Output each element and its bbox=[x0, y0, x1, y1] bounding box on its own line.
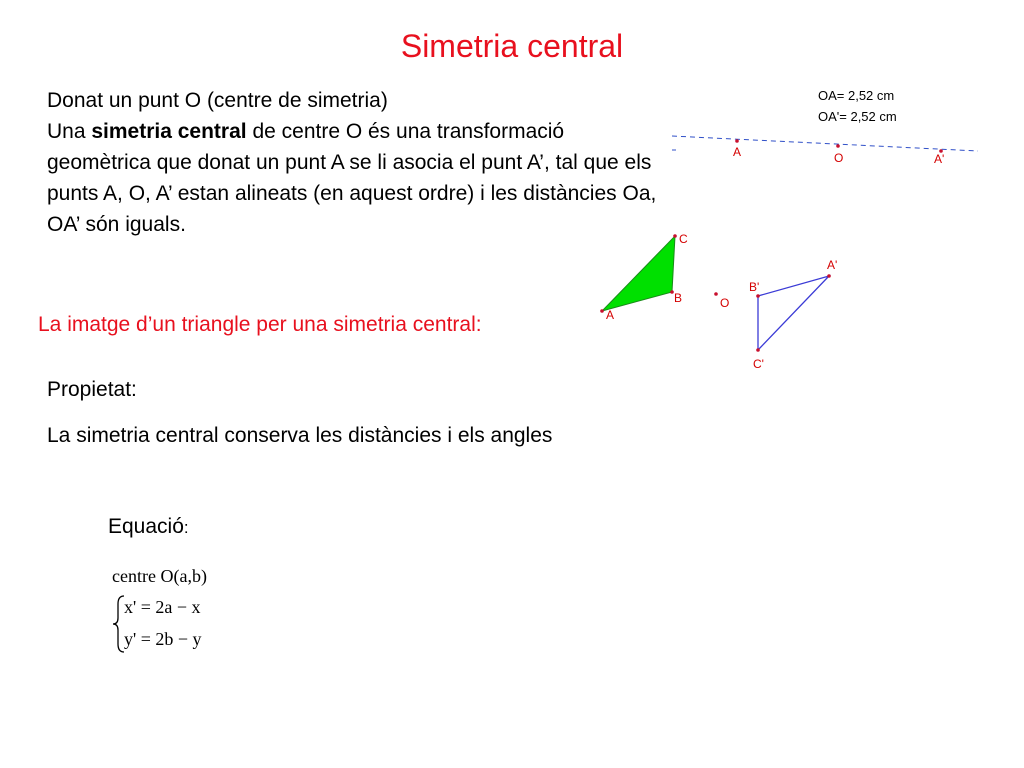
equation-label-text: Equació bbox=[108, 515, 184, 538]
original-triangle bbox=[602, 236, 675, 311]
equation-label-colon: : bbox=[183, 518, 189, 537]
definition-term: simetria central bbox=[91, 120, 247, 143]
definition-text-rest: de centre O és una transformació geomètrica que donat un punt A se li asocia el punt A’, tal que els punts A, O, A’ estan alineats (en aquest ordre) i les distàncies Oa, OA’ són iguals. bbox=[47, 120, 657, 236]
label-vertex-a: A bbox=[606, 308, 615, 322]
point-o-dot bbox=[836, 144, 840, 148]
vertex-c-dot bbox=[673, 234, 677, 238]
equation-y: y' = 2b − y bbox=[124, 629, 202, 649]
definition-text-start: Una bbox=[47, 120, 92, 143]
equation-x: x' = 2a − x bbox=[124, 597, 201, 617]
dashed-line bbox=[672, 136, 978, 151]
vertex-a-prime-dot bbox=[827, 274, 831, 278]
vertex-b-prime-dot bbox=[756, 294, 760, 298]
distance-oa-prime: OA'= 2,52 cm bbox=[818, 109, 897, 124]
label-vertex-b: B bbox=[674, 291, 683, 305]
line-symmetry-figure bbox=[672, 88, 978, 166]
label-a-prime: A' bbox=[934, 152, 945, 166]
center-o-dot bbox=[714, 292, 718, 296]
triangle-symmetry-figure bbox=[600, 232, 837, 371]
point-a-dot bbox=[735, 139, 739, 143]
distance-oa: OA= 2,52 cm bbox=[818, 88, 895, 103]
definition-line-1: Donat un punt O (centre de simetria) bbox=[47, 89, 388, 112]
vertex-c-prime-dot bbox=[756, 348, 760, 352]
label-a: A bbox=[733, 145, 742, 159]
image-triangle bbox=[758, 276, 829, 350]
property-text: La simetria central conserva les distàncies i els angles bbox=[47, 424, 553, 447]
triangle-subtitle: La imatge d’un triangle per una simetria central: bbox=[38, 313, 482, 336]
label-vertex-c-prime: C' bbox=[753, 357, 764, 371]
equation-centre: centre O(a,b) bbox=[112, 566, 207, 586]
page-title: Simetria central bbox=[400, 28, 624, 64]
label-vertex-c: C bbox=[679, 232, 688, 246]
label-center-o: O bbox=[720, 296, 730, 310]
label-vertex-b-prime: B' bbox=[749, 280, 760, 294]
label-o: O bbox=[834, 151, 844, 165]
label-vertex-a-prime: A' bbox=[827, 258, 838, 272]
vertex-a-dot bbox=[600, 309, 604, 313]
property-label: Propietat: bbox=[47, 378, 137, 401]
